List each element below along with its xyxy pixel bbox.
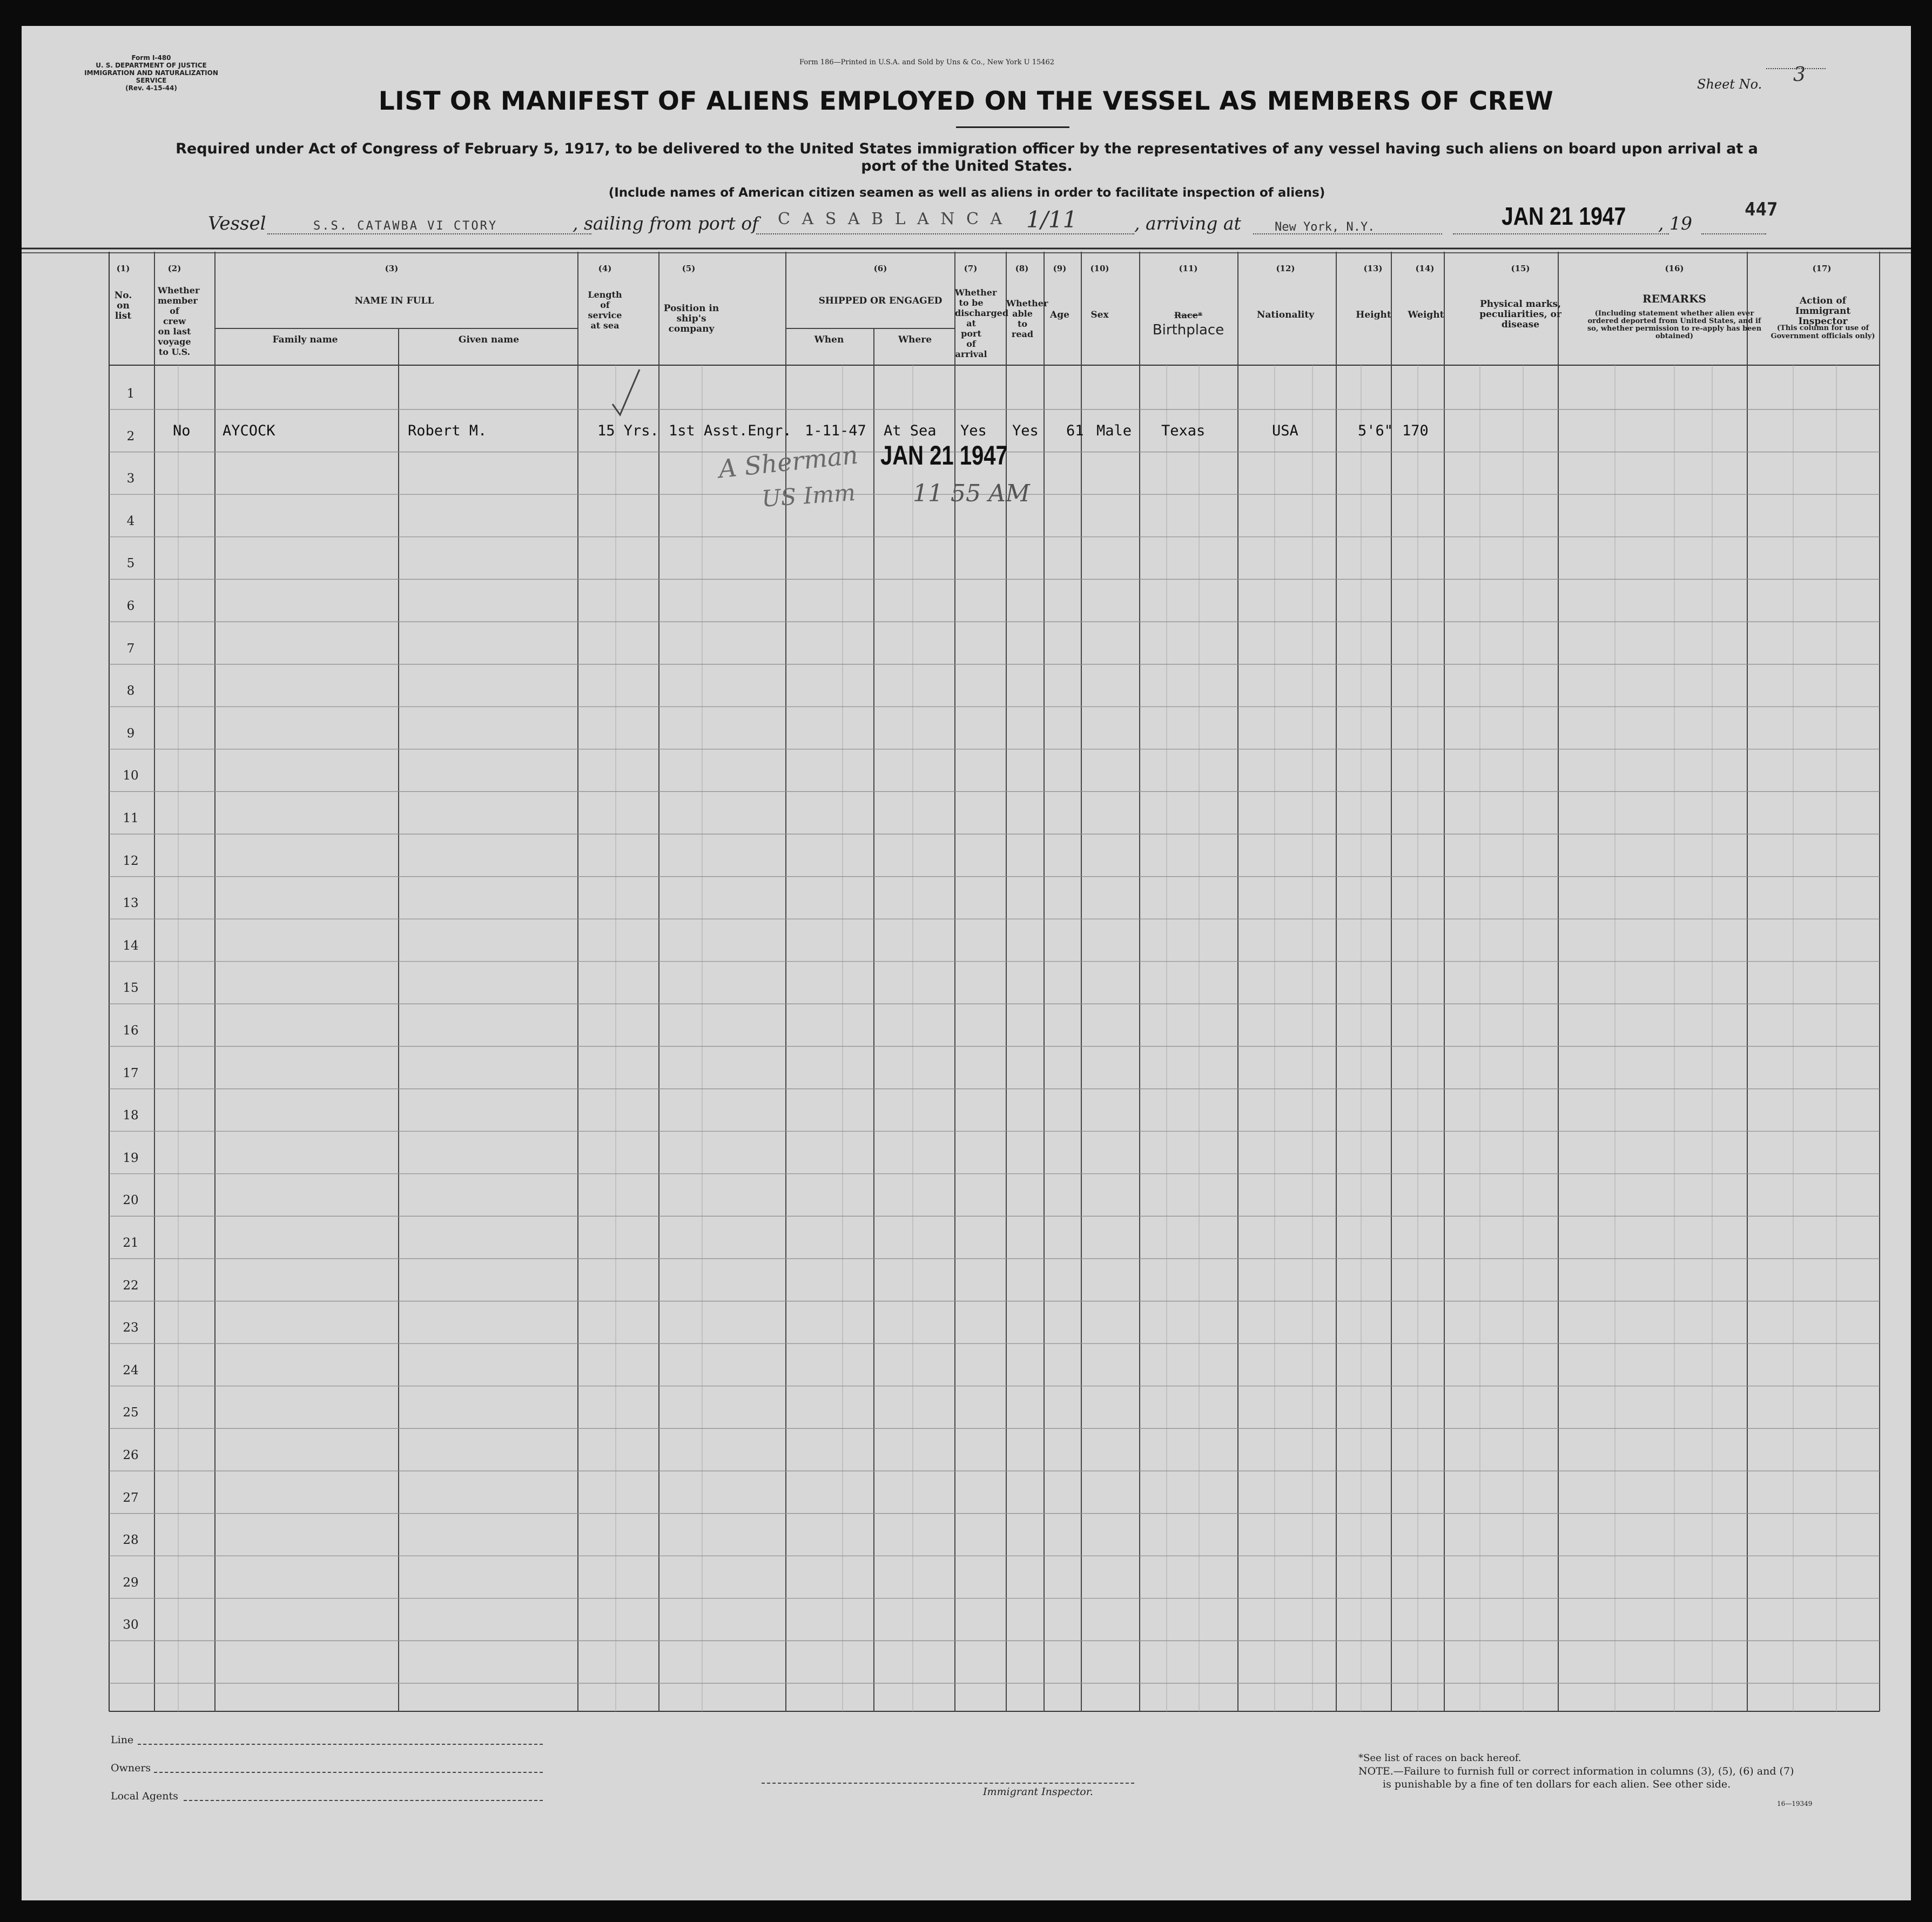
column-header-remarks-sub: (Including statement whether alien ever ordered deported from United States, and if so, whether permission to re-apply has been obtained) (1587, 310, 1762, 340)
arriving-port: New York, N.Y. (1275, 220, 1375, 234)
column-header-age: Age (1050, 310, 1069, 320)
form-id-line: (Rev. 4-15-44) (125, 84, 177, 92)
form-id-line: U. S. DEPARTMENT OF JUSTICE (96, 62, 207, 69)
cell-nationality: USA (1272, 422, 1298, 439)
row-number: 24 (123, 1363, 139, 1377)
footer-line-label: Line (111, 1734, 134, 1746)
manifest-sheet (22, 26, 1911, 1900)
footer-form-code: 16—19349 (1777, 1800, 1813, 1807)
row-number: 10 (123, 769, 139, 783)
form-id-line: Form I-480 (131, 54, 171, 62)
column-header-birthplace: Birthplace (1152, 322, 1224, 338)
column-number: (14) (1415, 264, 1435, 273)
vessel-name: S.S. CATAWBA VI CTORY (313, 219, 498, 233)
form-title: LIST OR MANIFEST OF ALIENS EMPLOYED ON THE VESSEL AS MEMBERS OF CREW (378, 86, 1554, 116)
column-header-inspector-sub: (This column for use of Government officials only) (1771, 324, 1875, 340)
column-header-no-on-list: No. on list (114, 290, 132, 321)
column-header-weight: Weight (1408, 310, 1444, 320)
arriving-label: , arriving at (1134, 213, 1241, 234)
column-number: (7) (964, 264, 978, 273)
column-number: (5) (682, 264, 696, 273)
row-number: 1 (126, 387, 135, 401)
subheader-when: When (814, 334, 844, 345)
column-number: (9) (1053, 264, 1067, 273)
column-header-name: NAME IN FULL (354, 295, 434, 306)
row-number: 22 (123, 1278, 139, 1293)
row-number: 14 (123, 938, 139, 953)
column-number: (11) (1179, 264, 1198, 273)
cell-age: 61 (1066, 422, 1084, 439)
column-header-nationality: Nationality (1256, 310, 1315, 320)
row-number: 15 (123, 981, 139, 996)
row-number: 21 (123, 1236, 139, 1250)
row-number: 12 (123, 854, 139, 868)
inspector-title: US Imm (760, 479, 857, 513)
row-number: 8 (126, 684, 135, 698)
row-number: 2 (126, 429, 135, 443)
column-number: (3) (385, 264, 399, 273)
subtitle-line: Required under Act of Congress of February 5, 1917, to be delivered to the United States immigration officer by the representatives of any vessel having such aliens on board upon arrival at a (176, 140, 1758, 157)
column-header-physical-marks: Physical marks, peculiarities, or disease (1479, 299, 1561, 330)
row-number: 26 (123, 1448, 139, 1462)
row-number: 16 (123, 1024, 139, 1038)
cell-read: Yes (1012, 422, 1039, 439)
row-number: 28 (123, 1533, 139, 1548)
sheet-label: Sheet No. (1697, 77, 1762, 92)
row-number: 19 (123, 1151, 139, 1165)
cell-birthplace: Texas (1161, 422, 1206, 439)
column-header-shipped: SHIPPED OR ENGAGED (818, 295, 943, 306)
row-number: 13 (123, 896, 139, 911)
column-number: (8) (1015, 264, 1029, 273)
column-header-inspector-action: Action of Immigrant Inspector (1795, 295, 1851, 327)
row-number: 25 (123, 1406, 139, 1420)
column-header-service: Length of service at sea (588, 290, 622, 331)
row-number: 4 (126, 514, 135, 528)
cell-position: 1st Asst.Engr. (669, 422, 792, 439)
column-number: (13) (1363, 264, 1383, 273)
row-number: 18 (123, 1108, 139, 1123)
cell-service: 15 Yrs. (597, 422, 659, 439)
cell-when: 1-11-47 (805, 422, 866, 439)
inspection-stamp-time: 11 55 AM (913, 480, 1030, 507)
cell-where: At Sea (884, 422, 937, 439)
subheader-given-name: Given name (458, 334, 520, 345)
column-header-height: Height (1356, 310, 1391, 320)
check-mark-icon (610, 366, 643, 420)
column-number: (17) (1812, 264, 1832, 273)
footer-inspector-label: Immigrant Inspector. (983, 1786, 1093, 1798)
printer-line: Form 186—Printed in U.S.A. and Sold by Uns & Co., New York U 15462 (799, 58, 1055, 66)
column-number: (4) (598, 264, 612, 273)
sailing-port: C A S A B L A N C A (778, 210, 1006, 229)
column-number: (15) (1511, 264, 1530, 273)
row-number: 6 (126, 599, 135, 613)
column-header-race-struck: Race* (1174, 310, 1203, 320)
footer-note-races: *See list of races on back hereof. (1358, 1752, 1522, 1764)
page-number: 447 (1745, 199, 1778, 220)
footer-owners-label: Owners (111, 1762, 151, 1774)
row-number: 17 (123, 1066, 139, 1080)
row-number: 11 (123, 811, 139, 825)
cell-prev-voyage: No (173, 422, 191, 439)
column-number: (2) (167, 264, 181, 273)
column-header-discharged: Whether to be discharged at port of arrival (955, 287, 1008, 359)
subheader-family-name: Family name (272, 334, 338, 345)
sailing-date: 1/11 (1026, 206, 1078, 233)
form-instruction: (Include names of American citizen seamen as well as aliens in order to facilitate inspection of aliens) (608, 186, 1325, 200)
cell-family-name: AYCOCK (223, 422, 275, 439)
column-header-sex: Sex (1090, 310, 1109, 320)
inspection-stamp-date: JAN 21 1947 (880, 440, 1008, 471)
sailing-label: , sailing from port of (573, 213, 759, 234)
subtitle-line: port of the United States. (861, 158, 1073, 174)
form-id-line: IMMIGRATION AND NATURALIZATION SERVICE (84, 69, 218, 84)
cell-given-name: Robert M. (408, 422, 487, 439)
row-number: 5 (126, 556, 135, 571)
footer-note-line: is punishable by a fine of ten dollars for each alien. See other side. (1383, 1778, 1731, 1790)
row-number: 29 (123, 1575, 139, 1590)
row-number: 9 (126, 726, 135, 741)
column-number: (1) (116, 264, 130, 273)
footer-note-line: NOTE.—Failure to furnish full or correct information in columns (3), (5), (6) and (7) (1358, 1765, 1794, 1777)
cell-height: 5'6" (1358, 422, 1394, 439)
arrival-date-stamp: JAN 21 1947 (1502, 202, 1626, 230)
column-header-remarks: REMARKS (1642, 292, 1706, 305)
row-number: 20 (123, 1193, 139, 1208)
year-suffix: , 19 (1658, 213, 1692, 234)
sheet-number: 3 (1793, 64, 1806, 86)
vessel-label: Vessel (208, 213, 266, 234)
column-header-read: Whether able to read (1006, 298, 1048, 339)
column-number: (6) (873, 264, 887, 273)
column-number: (16) (1665, 264, 1684, 273)
column-header-prev-voyage: Whether member of crew on last voyage to U.S. (158, 285, 200, 357)
cell-weight: 170 (1402, 422, 1429, 439)
row-number: 3 (126, 472, 135, 486)
column-header-position: Position in ship's company (663, 303, 719, 334)
column-number: (10) (1090, 264, 1109, 273)
row-number: 23 (123, 1321, 139, 1335)
cell-discharged: Yes (960, 422, 987, 439)
footer-agents-label: Local Agents (111, 1790, 178, 1802)
subheader-where: Where (898, 334, 932, 345)
column-number: (12) (1276, 264, 1295, 273)
row-number: 27 (123, 1490, 139, 1505)
row-number: 30 (123, 1618, 139, 1632)
inspector-signature: A Sherman (717, 440, 859, 484)
row-number: 7 (126, 641, 135, 656)
cell-sex: Male (1096, 422, 1132, 439)
